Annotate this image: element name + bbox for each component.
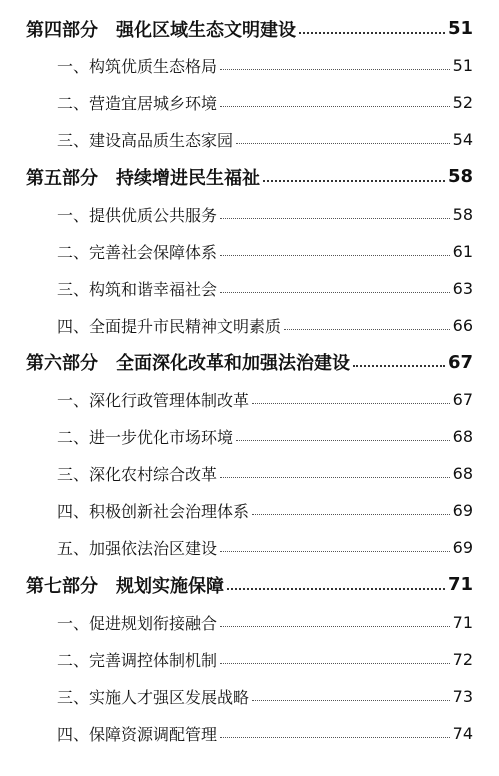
toc-entry-title: 二、完善社会保障体系: [57, 242, 218, 262]
toc-entry-title: 三、建设高品质生态家园: [57, 131, 234, 151]
dot-leader: [220, 106, 450, 107]
toc-page-number: 54: [452, 130, 473, 150]
toc-part-6[interactable]: [0, 344, 499, 381]
toc-page-number: 71: [452, 612, 473, 632]
toc-section[interactable]: [0, 233, 499, 270]
dot-leader: [220, 69, 450, 70]
toc-page-number: 69: [452, 501, 473, 521]
toc-section[interactable]: [0, 47, 499, 84]
toc-section[interactable]: [0, 381, 499, 418]
dot-leader: [220, 551, 450, 552]
toc-page-number: 74: [452, 723, 473, 743]
dot-leader: [220, 255, 450, 256]
toc-section[interactable]: [0, 455, 499, 492]
dot-leader: [236, 143, 450, 144]
toc-section[interactable]: [0, 121, 499, 158]
dot-leader: [220, 663, 450, 664]
toc-page-number: 73: [452, 686, 473, 706]
toc-entry-title: 二、进一步优化市场环境: [57, 428, 234, 448]
toc-entry-title: 三、构筑和谐幸福社会: [57, 279, 218, 299]
dot-leader: [252, 403, 450, 404]
toc-entry-title: 三、实施人才强区发展战略: [57, 687, 250, 707]
toc-entry-title: 一、构筑优质生态格局: [57, 57, 218, 77]
toc-page-number: 58: [447, 166, 473, 188]
toc-section[interactable]: [0, 270, 499, 307]
toc-section[interactable]: [0, 418, 499, 455]
toc-section[interactable]: [0, 529, 499, 566]
dot-leader: [299, 32, 445, 34]
dot-leader: [353, 365, 445, 367]
toc-entry-title: 一、提供优质公共服务: [57, 205, 218, 225]
toc-entry-title: 二、完善调控体制机制: [57, 650, 218, 670]
toc-entry-title: 第七部分 规划实施保障: [26, 575, 224, 597]
dot-leader: [220, 218, 450, 219]
toc-page-number: 68: [452, 427, 473, 447]
dot-leader: [236, 440, 450, 441]
toc-page-number: 52: [452, 93, 473, 113]
toc-entry-title: 一、深化行政管理体制改革: [57, 390, 250, 410]
toc-page-number: 66: [452, 315, 473, 335]
toc-part-7[interactable]: [0, 566, 499, 603]
toc-entry-title: 四、全面提升市民精神文明素质: [57, 316, 282, 336]
toc-section[interactable]: [0, 195, 499, 232]
toc-entry-title: 二、营造宜居城乡环境: [57, 94, 218, 114]
table-of-contents: [0, 10, 499, 752]
toc-page-number: 51: [452, 56, 473, 76]
toc-page-number: 61: [452, 241, 473, 261]
toc-section[interactable]: [0, 84, 499, 121]
dot-leader: [220, 292, 450, 293]
dot-leader: [252, 700, 450, 701]
toc-page-number: 68: [452, 464, 473, 484]
toc-section[interactable]: [0, 678, 499, 715]
toc-entry-title: 第五部分 持续增进民生福祉: [26, 167, 260, 189]
toc-entry-title: 四、积极创新社会治理体系: [57, 502, 250, 522]
toc-part-5[interactable]: [0, 158, 499, 195]
toc-section[interactable]: [0, 715, 499, 752]
dot-leader: [263, 180, 445, 182]
toc-page-number: 67: [447, 351, 473, 373]
toc-entry-title: 五、加强依法治区建设: [57, 539, 218, 559]
toc-page-number: 72: [452, 649, 473, 669]
toc-section[interactable]: [0, 492, 499, 529]
toc-page-number: 69: [452, 538, 473, 558]
toc-page-number: 58: [452, 204, 473, 224]
toc-entry-title: 第四部分 强化区域生态文明建设: [26, 19, 296, 41]
toc-part-4[interactable]: [0, 10, 499, 47]
toc-section[interactable]: [0, 604, 499, 641]
toc-entry-title: 一、促进规划衔接融合: [57, 613, 218, 633]
toc-section[interactable]: [0, 307, 499, 344]
toc-entry-title: 三、深化农村综合改革: [57, 465, 218, 485]
toc-page-number: 71: [447, 574, 473, 596]
dot-leader: [227, 588, 445, 590]
toc-page-number: 67: [452, 389, 473, 409]
dot-leader: [220, 626, 450, 627]
dot-leader: [252, 514, 450, 515]
toc-page-number: 63: [452, 278, 473, 298]
dot-leader: [220, 737, 450, 738]
toc-section[interactable]: [0, 641, 499, 678]
toc-entry-title: 四、保障资源调配管理: [57, 724, 218, 744]
dot-leader: [220, 477, 450, 478]
toc-page-number: 51: [447, 18, 473, 40]
dot-leader: [284, 329, 450, 330]
toc-entry-title: 第六部分 全面深化改革和加强法治建设: [26, 353, 350, 375]
